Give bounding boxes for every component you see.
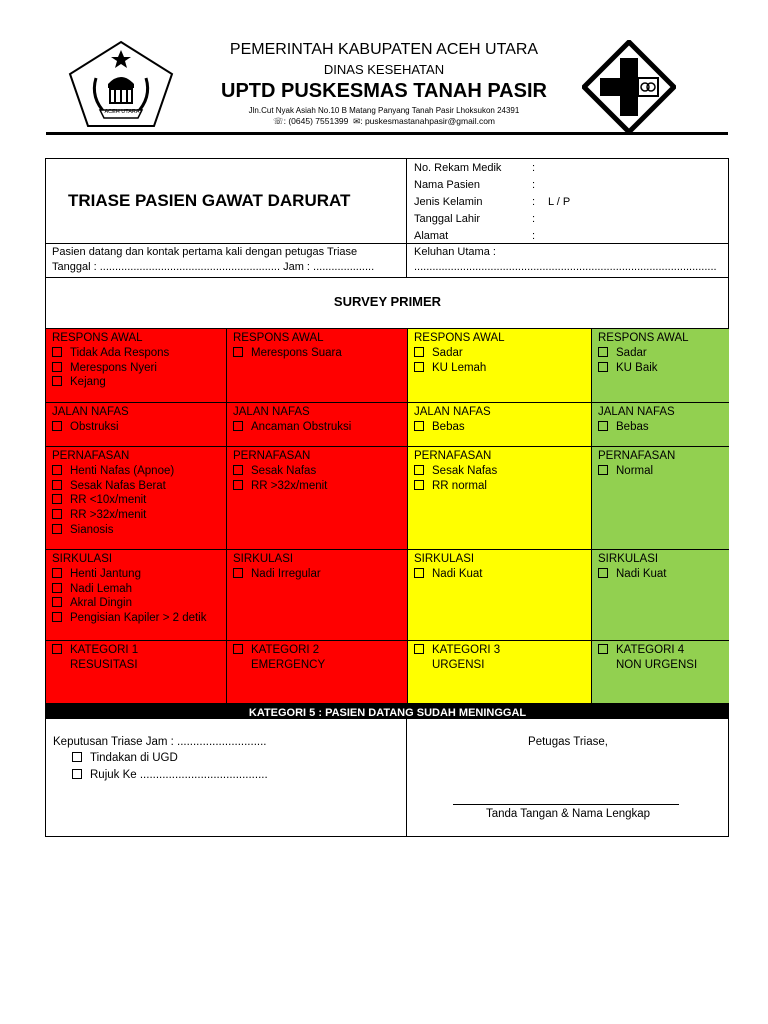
checklist-item[interactable]: [52, 523, 226, 538]
survey-primer-title: SURVEY PRIMER: [333, 294, 442, 309]
checkbox-icon[interactable]: [414, 465, 424, 475]
cell-pernafasan: [46, 447, 227, 550]
checklist-item-label: Pengisian Kapiler > 2 detik: [70, 612, 207, 625]
checklist-item[interactable]: [52, 375, 226, 390]
section-heading: JALAN NAFAS: [52, 406, 129, 418]
checklist-item[interactable]: [414, 479, 591, 494]
checklist-item-label: Sadar: [616, 346, 647, 359]
patient-field-row[interactable]: [414, 194, 729, 211]
checkbox-icon[interactable]: [52, 347, 62, 357]
arrival-cell: [46, 244, 407, 278]
checklist-item-label: Akral Dingin: [70, 597, 132, 610]
checklist-item[interactable]: [598, 567, 729, 582]
category-1-cell: [46, 641, 227, 703]
checkbox-icon[interactable]: [414, 480, 424, 490]
checkbox-icon[interactable]: [52, 583, 62, 593]
category-name: RESUSITASI: [70, 658, 138, 671]
category-name: URGENSI: [432, 658, 485, 671]
category-number: KATEGORI 3: [432, 644, 501, 656]
checklist-item-label: Henti Jantung: [70, 567, 141, 580]
checkbox-icon[interactable]: [52, 568, 62, 578]
form-title-cell: [46, 159, 407, 244]
decision-option-rujuk[interactable]: [72, 768, 268, 783]
checklist-item[interactable]: [52, 582, 226, 597]
patient-field-label: No. Rekam Medik: [414, 162, 502, 174]
checklist-item[interactable]: [598, 420, 729, 435]
checklist-item-label: Sesak Nafas: [251, 464, 317, 477]
checkbox-icon[interactable]: [52, 612, 62, 622]
checklist-item[interactable]: [233, 346, 407, 361]
patient-field-colon: :: [532, 162, 536, 174]
triage-grid: [46, 329, 729, 703]
cell-sirkulasi: [408, 550, 592, 641]
header-government: PEMERINTAH KABUPATEN ACEH UTARA: [229, 41, 539, 58]
checkbox-icon[interactable]: [414, 644, 424, 654]
patient-field-colon: :: [532, 179, 536, 191]
category-name: NON URGENSI: [616, 658, 698, 671]
checkbox-icon[interactable]: [52, 421, 62, 431]
checkbox-icon[interactable]: [233, 644, 243, 654]
section-heading: RESPONS AWAL: [414, 332, 505, 344]
header-email: : puskesmastanahpasir@gmail.com: [360, 116, 496, 126]
checkbox-icon[interactable]: [233, 480, 243, 490]
cell-sirkulasi: [592, 550, 729, 641]
header-department: DINAS KESEHATAN: [323, 62, 445, 77]
checkbox-icon[interactable]: [52, 362, 62, 372]
checkbox-icon[interactable]: [598, 568, 608, 578]
patient-field-colon: :: [532, 230, 536, 242]
checklist-item-label: KU Baik: [616, 361, 658, 374]
category-number: KATEGORI 2: [251, 644, 320, 656]
checklist-item-label: Nadi Kuat: [616, 567, 667, 580]
checklist-item-label: Normal: [616, 464, 654, 477]
cell-jalan-nafas: [408, 403, 592, 447]
section-heading: PERNAFASAN: [598, 450, 676, 462]
checklist-item-label: Tidak Ada Respons: [70, 346, 170, 359]
checkbox-icon[interactable]: [52, 644, 62, 654]
checkbox-icon[interactable]: [598, 362, 608, 372]
decision-option-label: Tindakan di UGD: [90, 752, 178, 764]
signature-label: Tanda Tangan & Nama Lengkap: [485, 808, 651, 820]
patient-field-row[interactable]: [414, 177, 729, 194]
category-option[interactable]: [52, 643, 226, 658]
emblem-ribbon-text: ACEH UTARA: [104, 109, 140, 115]
category-option[interactable]: [598, 643, 729, 658]
checklist-item[interactable]: [52, 420, 226, 435]
health-cross-logo-icon: [582, 40, 676, 134]
checklist-item-label: RR >32x/menit: [70, 509, 147, 522]
patient-field-row[interactable]: [414, 211, 729, 228]
phone-icon: ☏: [272, 116, 284, 126]
section-heading: RESPONS AWAL: [233, 332, 324, 344]
cell-respons-awal: [46, 329, 227, 403]
section-heading: SIRKULASI: [52, 553, 113, 565]
checklist-item-label: Kejang: [70, 376, 106, 389]
checkbox-icon[interactable]: [52, 494, 62, 504]
checklist-item-label: Bebas: [432, 420, 465, 433]
checklist-item-label: Sesak Nafas: [432, 464, 498, 477]
cell-jalan-nafas: [46, 403, 227, 447]
patient-field-value[interactable]: L / P: [548, 196, 571, 208]
checklist-item-label: KU Lemah: [432, 361, 487, 374]
patient-field-colon: :: [532, 196, 536, 208]
decision-cell: [46, 719, 407, 837]
checklist-item[interactable]: [414, 464, 591, 479]
complaint-cell: [407, 244, 729, 278]
header-puskesmas: UPTD PUSKESMAS TANAH PASIR: [221, 80, 547, 102]
patient-identity-cell: [407, 159, 729, 244]
checklist-item[interactable]: [233, 420, 407, 435]
cell-pernafasan: [592, 447, 729, 550]
checklist-item[interactable]: [598, 346, 729, 361]
category-name: EMERGENCY: [251, 658, 326, 671]
checklist-item-label: Nadi Kuat: [432, 567, 483, 580]
section-heading: SIRKULASI: [414, 553, 475, 565]
checklist-item-label: Ancaman Obstruksi: [251, 420, 352, 433]
checklist-item-label: Nadi Irregular: [251, 567, 321, 580]
patient-field-label: Alamat: [414, 230, 449, 242]
category-option[interactable]: [414, 643, 591, 658]
signature-line[interactable]: [453, 804, 679, 805]
patient-field-label: Tanggal Lahir: [414, 213, 481, 225]
patient-field-colon: :: [532, 213, 536, 225]
patient-field-row[interactable]: [414, 160, 729, 177]
checkbox-icon[interactable]: [233, 347, 243, 357]
checkbox-icon[interactable]: [72, 752, 82, 762]
checklist-item[interactable]: [233, 464, 407, 479]
checkbox-icon[interactable]: [598, 347, 608, 357]
checklist-item[interactable]: [598, 361, 729, 376]
category-number: KATEGORI 4: [616, 644, 685, 656]
checklist-item-label: Sianosis: [70, 523, 114, 536]
category-option[interactable]: [233, 643, 407, 658]
checkbox-icon[interactable]: [52, 465, 62, 475]
checklist-item[interactable]: [52, 611, 226, 626]
checklist-item-label: Obstruksi: [70, 420, 119, 433]
section-heading: SIRKULASI: [233, 553, 294, 565]
checkbox-icon[interactable]: [52, 509, 62, 519]
cell-pernafasan: [227, 447, 408, 550]
decision-option-label: Rujuk Ke ........................................: [90, 769, 268, 781]
checklist-item[interactable]: [52, 567, 226, 582]
checkbox-icon[interactable]: [414, 362, 424, 372]
checklist-item[interactable]: [414, 346, 591, 361]
section-heading: JALAN NAFAS: [414, 406, 491, 418]
section-heading: JALAN NAFAS: [598, 406, 675, 418]
checklist-item-label: Sadar: [432, 346, 463, 359]
checkbox-icon[interactable]: [598, 465, 608, 475]
checklist-item[interactable]: [233, 479, 407, 494]
checklist-item-label: RR >32x/menit: [251, 479, 328, 492]
header-address: Jln.Cut Nyak Asiah No.10 B Matang Panyang Tanah Pasir Lhoksukon 24391: [248, 106, 520, 115]
category-5-bar: [46, 703, 729, 719]
form-title: TRIASE PASIEN GAWAT DARURAT: [68, 191, 351, 210]
checklist-item-label: Bebas: [616, 420, 649, 433]
checklist-item[interactable]: [414, 361, 591, 376]
checklist-item-label: RR <10x/menit: [70, 494, 147, 507]
section-heading: RESPONS AWAL: [598, 332, 689, 344]
checkbox-icon[interactable]: [414, 347, 424, 357]
checklist-item-label: Henti Nafas (Apnoe): [70, 464, 175, 477]
section-heading: PERNAFASAN: [52, 450, 130, 462]
checklist-item[interactable]: [52, 361, 226, 376]
section-heading: RESPONS AWAL: [52, 332, 143, 344]
category-4-cell: [592, 641, 729, 703]
checklist-item-label: Merespons Nyeri: [70, 361, 157, 374]
section-heading: PERNAFASAN: [233, 450, 311, 462]
checkbox-icon[interactable]: [72, 769, 82, 779]
checklist-item[interactable]: [52, 508, 226, 523]
cell-sirkulasi: [46, 550, 227, 641]
patient-field-label: Jenis Kelamin: [414, 196, 483, 208]
checkbox-icon[interactable]: [52, 524, 62, 534]
checklist-item[interactable]: [52, 346, 226, 361]
cell-jalan-nafas: [227, 403, 408, 447]
checkbox-icon[interactable]: [233, 568, 243, 578]
checkbox-icon[interactable]: [233, 465, 243, 475]
cell-respons-awal: [408, 329, 592, 403]
checkbox-icon[interactable]: [598, 644, 608, 654]
patient-field-label: Nama Pasien: [414, 179, 481, 191]
checkbox-icon[interactable]: [52, 480, 62, 490]
checklist-item[interactable]: [52, 493, 226, 508]
checklist-item-label: Sesak Nafas Berat: [70, 479, 166, 492]
checklist-item-label: Nadi Lemah: [70, 582, 133, 595]
checkbox-icon[interactable]: [414, 421, 424, 431]
checklist-item-label: Merespons Suara: [251, 346, 342, 359]
checklist-item[interactable]: [233, 567, 407, 582]
section-heading: JALAN NAFAS: [233, 406, 310, 418]
arrival-date-time[interactable]: Tanggal : ........................................................... Jam : ....................: [52, 260, 375, 273]
category-number: KATEGORI 1: [70, 644, 139, 656]
checklist-item-label: RR normal: [432, 479, 487, 492]
checklist-item[interactable]: [52, 479, 226, 494]
checklist-item[interactable]: [414, 567, 591, 582]
cell-jalan-nafas: [592, 403, 729, 447]
decision-option-ugd[interactable]: [72, 751, 178, 766]
section-heading: SIRKULASI: [598, 553, 659, 565]
patient-field-row[interactable]: [414, 228, 729, 245]
header-divider: [46, 132, 728, 135]
survey-primer-header: [46, 278, 729, 329]
cell-sirkulasi: [227, 550, 408, 641]
decision-time[interactable]: Keputusan Triase Jam : ............................: [53, 736, 267, 748]
arrival-text: Pasien datang dan kontak pertama kali dengan petugas Triase: [52, 246, 358, 258]
officer-label: Petugas Triase,: [528, 736, 608, 748]
checklist-item[interactable]: [52, 596, 226, 611]
complaint-label: Keluhan Utama :: [414, 246, 496, 258]
checklist-item[interactable]: [52, 464, 226, 479]
cell-pernafasan: [408, 447, 592, 550]
checklist-item[interactable]: [598, 464, 729, 479]
mail-icon: ✉: [353, 116, 361, 126]
checkbox-icon[interactable]: [233, 421, 243, 431]
checkbox-icon[interactable]: [52, 376, 62, 386]
cell-respons-awal: [592, 329, 729, 403]
checklist-item[interactable]: [414, 420, 591, 435]
checkbox-icon[interactable]: [52, 597, 62, 607]
checkbox-icon[interactable]: [598, 421, 608, 431]
triage-form: [45, 158, 729, 837]
checkbox-icon[interactable]: [414, 568, 424, 578]
category-5-label: KATEGORI 5 : PASIEN DATANG SUDAH MENINGGAL: [248, 707, 527, 719]
complaint-field[interactable]: ...................................................................................................: [414, 260, 717, 273]
signature-cell: [407, 719, 729, 837]
category-3-cell: [408, 641, 592, 703]
section-heading: PERNAFASAN: [414, 450, 492, 462]
header-phone: : (0645) 7551399: [283, 116, 349, 126]
category-2-cell: [227, 641, 408, 703]
cell-respons-awal: [227, 329, 408, 403]
